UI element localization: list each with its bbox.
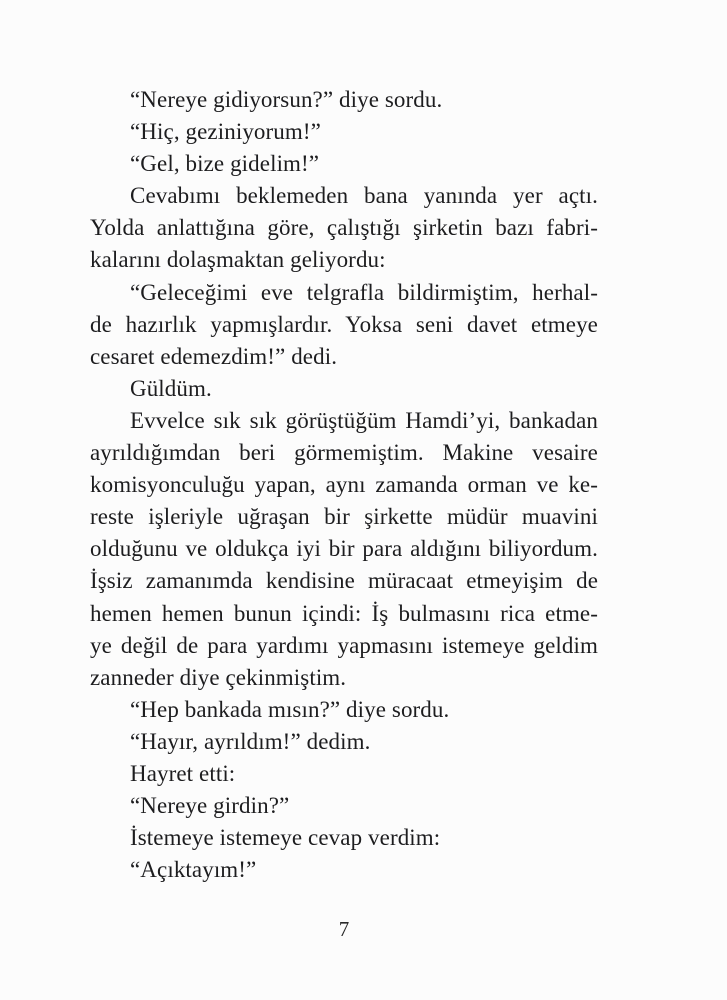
text-line: “Nereye gidiyorsun?” diye sordu. [130, 87, 443, 112]
text-line: cesaret edemezdim!” dedi. [90, 343, 338, 369]
text-line: “Nereye girdin?” [130, 793, 290, 819]
text-line: de hazırlık yapmışlardır. Yoksa seni davet etmeye [90, 311, 598, 337]
text-line: İşsiz zamanımda kendisine müracaat etmeyişim de [90, 568, 598, 594]
text-line: hemen hemen bunun içindi: İş bulmasını rica etme- [90, 600, 598, 626]
text-line: İstemeye istemeye cevap verdim: [130, 825, 441, 851]
text-line: olduğunu ve oldukça iyi bir para aldığını biliyordum. [90, 536, 598, 562]
text-line: “Açıktayım!” [130, 857, 257, 883]
text-line: Hayret etti: [130, 760, 236, 786]
text-line: “Hayır, ayrıldım!” dedim. [130, 728, 371, 754]
text-line: “Gel, bize gidelim!” [130, 151, 320, 177]
text-line: “Hiç, geziniyorum!” [130, 119, 321, 145]
page-number: 7 [338, 917, 350, 941]
text-line: komisyonculuğu yapan, aynı zamanda orman ve ke- [90, 472, 598, 498]
text-line: reste işleriyle uğraşan bir şirkette müdür muavini [90, 504, 598, 530]
text-line: zanneder diye çekinmiştim. [90, 664, 347, 690]
text-line: Evvelce sık sık görüştüğüm Hamdi’yi, bankadan [130, 407, 598, 433]
text-line: ye değil de para yardımı yapmasını istemeye geldim [90, 632, 598, 658]
text-line: Cevabımı beklemeden bana yanında yer açtı. [130, 183, 598, 209]
text-line: ayrıldığımdan beri görmemiştim. Makine vesaire [90, 440, 598, 466]
text-line: Güldüm. [130, 375, 212, 401]
text-line: “Geleceğimi eve telgrafla bildirmiştim, herhal- [130, 279, 598, 305]
text-line: kalarını dolaşmaktan geliyordu: [90, 247, 386, 273]
text-line: Yolda anlattığına göre, çalıştığı şirketin bazı fabri- [90, 215, 598, 241]
text-line: “Hep bankada mısın?” diye sordu. [130, 696, 450, 722]
text-block [90, 84, 598, 886]
